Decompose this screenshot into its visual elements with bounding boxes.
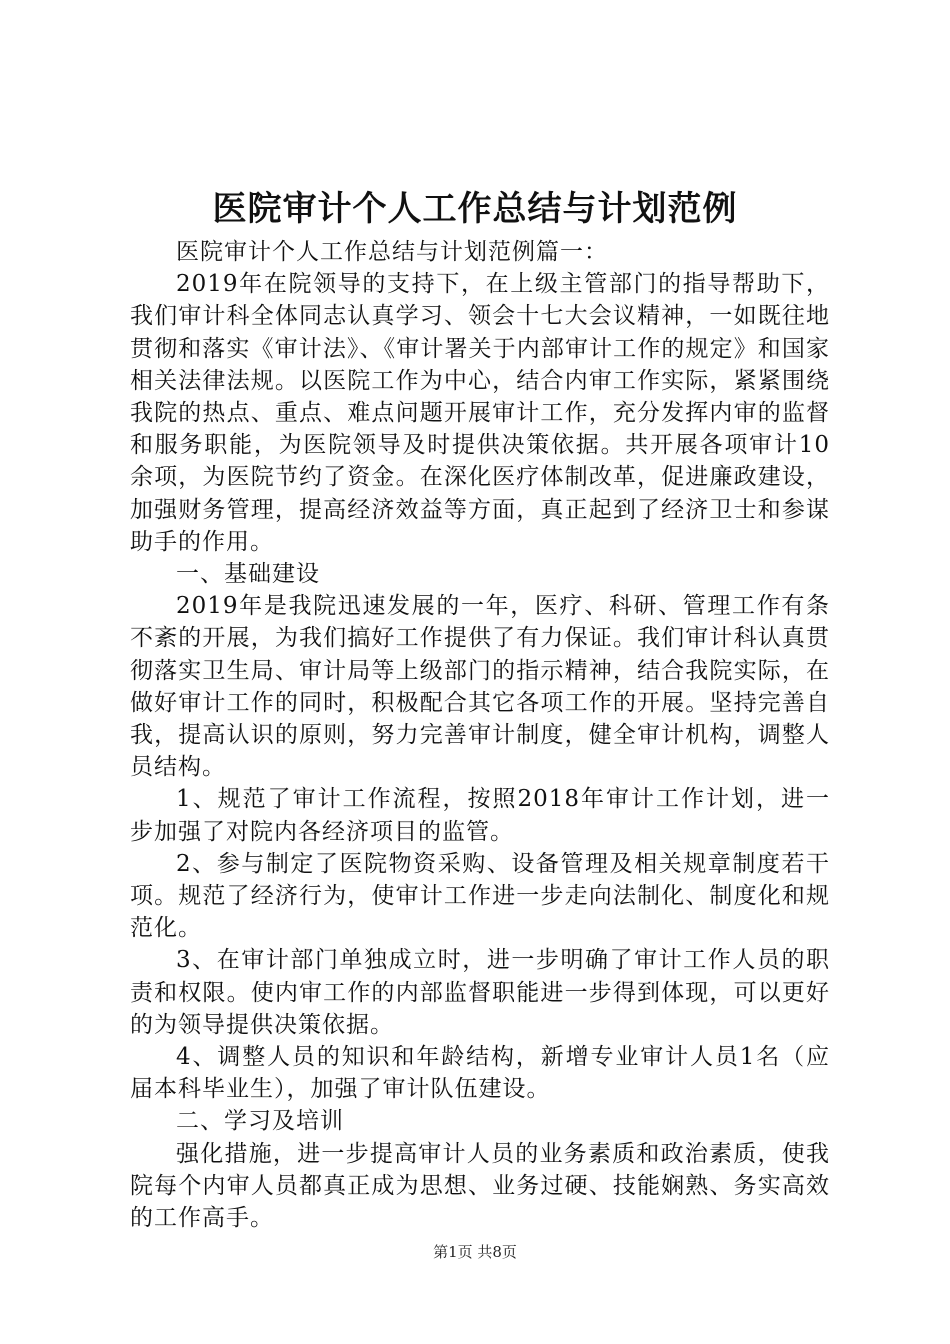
section-heading-basic-construction: 一、基础建设: [176, 561, 320, 588]
list-item-2: 2、参与制定了医院物资采购、设备管理及相关规章制度若干项。规范了经济行为，使审计工作进一步走向法制化、制度化和规范化。: [130, 850, 830, 942]
paragraph-summary: 2019年在院领导的支持下，在上级主管部门的指导帮助下，我们审计科全体同志认真学习、领会十七大会议精神，一如既往地贯彻和落实《审计法》、《审计署关于内部审计工作的规定》和国家相关法律法规。以医院工作为中心，结合内审工作实际，紧紧围绕我院的热点、重点、难点问题开展审计工作，充分发挥内审的监督和服务职能，为医院领导及时提供决策依据。共开展各项审计10余项，为医院节约了资金。在深化医疗体制改革，促进廉政建设，加强财务管理，提高经济效益等方面，真正起到了经济卫士和参谋助手的作用。: [130, 271, 830, 555]
paragraph-intro: 医院审计个人工作总结与计划范例篇一：: [176, 239, 608, 265]
paragraph-training: 强化措施，进一步提高审计人员的业务素质和政治素质，使我院每个内审人员都真正成为思想、业务过硬、技能娴熟、务实高效的工作高手。: [130, 1140, 830, 1232]
list-item-1: 1、规范了审计工作流程，按照2018年审计工作计划，进一步加强了对院内各经济项目的监管。: [130, 786, 830, 845]
section-heading-training: 二、学习及培训: [176, 1108, 344, 1135]
document-body: [130, 236, 830, 1234]
page-number-footer: 第1页 共8页: [433, 1243, 517, 1261]
paragraph-basic-construction: 2019年是我院迅速发展的一年，医疗、科研、管理工作有条不紊的开展，为我们搞好工作提供了有力保证。我们审计科认真贯彻落实卫生局、审计局等上级部门的指示精神，结合我院实际，在做好审计工作的同时，积极配合其它各项工作的开展。坚持完善自我，提高认识的原则，努力完善审计制度，健全审计机构，调整人员结构。: [130, 593, 830, 781]
document-title: 医院审计个人工作总结与计划范例: [212, 189, 738, 229]
list-item-4: 4、调整人员的知识和年龄结构，新增专业审计人员1名（应届本科毕业生），加强了审计队伍建设。: [130, 1044, 830, 1103]
list-item-3: 3、在审计部门单独成立时，进一步明确了审计工作人员的职责和权限。使内审工作的内部监督职能进一步得到体现，可以更好的为领导提供决策依据。: [130, 947, 830, 1038]
